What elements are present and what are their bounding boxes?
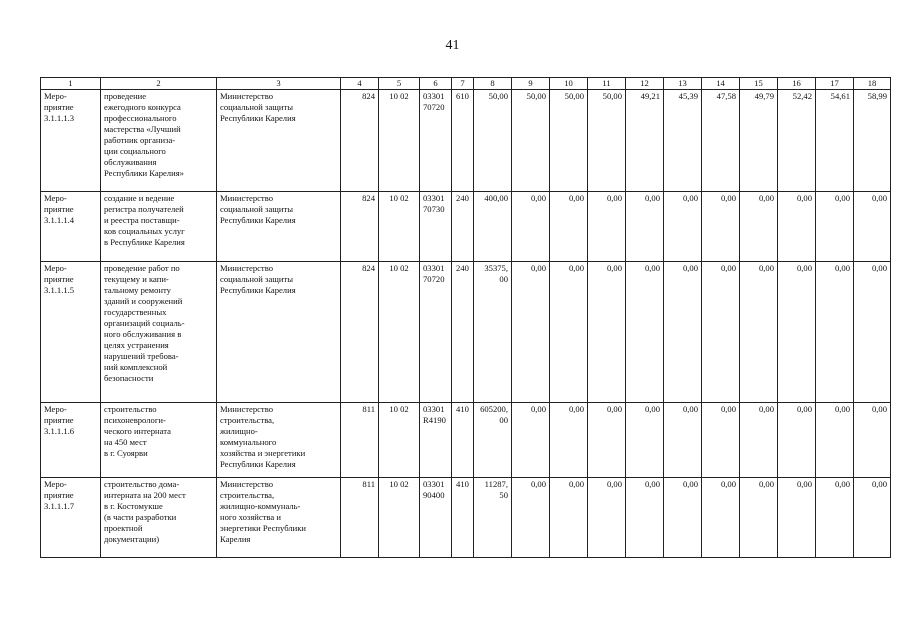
measure-id-cell: Меро- приятие 3.1.1.1.4 bbox=[41, 192, 101, 262]
year-value-cell: 0,00 bbox=[664, 262, 702, 403]
year-value-cell: 0,00 bbox=[550, 192, 588, 262]
header-cell-4: 4 bbox=[341, 78, 379, 90]
table-row bbox=[41, 403, 891, 478]
executor-cell: Министерство социальной защиты Республики Карелия bbox=[217, 90, 341, 192]
measure-description-cell: проведение ежегодного конкурса профессионального мастерства «Лучший работник организа- ции социального обслуживания Республики Карелия» bbox=[101, 90, 217, 192]
year-value-cell: 0,00 bbox=[816, 192, 854, 262]
ministry-code-cell: 811 bbox=[341, 403, 379, 478]
header-cell-11: 11 bbox=[588, 78, 626, 90]
year-value-cell: 0,00 bbox=[550, 262, 588, 403]
year-value-cell: 0,00 bbox=[740, 403, 778, 478]
year-value-cell: 0,00 bbox=[778, 478, 816, 558]
header-cell-5: 5 bbox=[379, 78, 420, 90]
executor-cell: Министерство социальной защиты Республики Карелия bbox=[217, 262, 341, 403]
header-cell-7: 7 bbox=[452, 78, 474, 90]
amount-cell: 400,00 bbox=[474, 192, 512, 262]
expense-type-cell: 410 bbox=[452, 403, 474, 478]
year-value-cell: 50,00 bbox=[512, 90, 550, 192]
target-article-cell: 03301 90400 bbox=[420, 478, 452, 558]
ministry-code-cell: 811 bbox=[341, 478, 379, 558]
table-row bbox=[41, 262, 891, 403]
measure-id-cell: Меро- приятие 3.1.1.1.7 bbox=[41, 478, 101, 558]
target-article-cell: 03301 70720 bbox=[420, 90, 452, 192]
year-value-cell: 0,00 bbox=[740, 478, 778, 558]
year-value-cell: 0,00 bbox=[626, 262, 664, 403]
year-value-cell: 0,00 bbox=[854, 478, 891, 558]
target-article-cell: 03301 R4190 bbox=[420, 403, 452, 478]
year-value-cell: 0,00 bbox=[512, 192, 550, 262]
target-article-cell: 03301 70730 bbox=[420, 192, 452, 262]
year-value-cell: 0,00 bbox=[702, 478, 740, 558]
table-row bbox=[41, 478, 891, 558]
year-value-cell: 45,39 bbox=[664, 90, 702, 192]
header-cell-2: 2 bbox=[101, 78, 217, 90]
year-value-cell: 0,00 bbox=[702, 403, 740, 478]
year-value-cell: 49,79 bbox=[740, 90, 778, 192]
year-value-cell: 0,00 bbox=[550, 478, 588, 558]
header-cell-14: 14 bbox=[702, 78, 740, 90]
expense-type-cell: 240 bbox=[452, 262, 474, 403]
year-value-cell: 0,00 bbox=[778, 403, 816, 478]
header-cell-9: 9 bbox=[512, 78, 550, 90]
year-value-cell: 0,00 bbox=[740, 262, 778, 403]
executor-cell: Министерство строительства, жилищно- коммунального хозяйства и энергетики Республики Карелия bbox=[217, 403, 341, 478]
year-value-cell: 0,00 bbox=[664, 192, 702, 262]
header-row bbox=[41, 78, 891, 90]
header-cell-16: 16 bbox=[778, 78, 816, 90]
year-value-cell: 0,00 bbox=[740, 192, 778, 262]
amount-cell: 11287, 50 bbox=[474, 478, 512, 558]
table-row bbox=[41, 90, 891, 192]
ministry-code-cell: 824 bbox=[341, 90, 379, 192]
header-cell-6: 6 bbox=[420, 78, 452, 90]
header-cell-18: 18 bbox=[854, 78, 891, 90]
expense-type-cell: 610 bbox=[452, 90, 474, 192]
measure-description-cell: проведение работ по текущему и капи- тальному ремонту зданий и сооружений государственных организаций социаль- ного обслуживания в целях устранения нарушений требова- ний комплексной безопасности bbox=[101, 262, 217, 403]
executor-cell: Министерство строительства, жилищно-коммуналь- ного хозяйства и энергетики Республики Карелия bbox=[217, 478, 341, 558]
ministry-code-cell: 824 bbox=[341, 192, 379, 262]
section-code-cell: 10 02 bbox=[379, 403, 420, 478]
table-body bbox=[41, 90, 891, 558]
year-value-cell: 0,00 bbox=[778, 262, 816, 403]
header-cell-12: 12 bbox=[626, 78, 664, 90]
year-value-cell: 50,00 bbox=[550, 90, 588, 192]
year-value-cell: 0,00 bbox=[512, 262, 550, 403]
section-code-cell: 10 02 bbox=[379, 478, 420, 558]
header-cell-10: 10 bbox=[550, 78, 588, 90]
header-cell-15: 15 bbox=[740, 78, 778, 90]
year-value-cell: 0,00 bbox=[702, 262, 740, 403]
page-number: 41 bbox=[445, 38, 460, 53]
year-value-cell: 0,00 bbox=[626, 478, 664, 558]
year-value-cell: 0,00 bbox=[854, 192, 891, 262]
measure-id-cell: Меро- приятие 3.1.1.1.3 bbox=[41, 90, 101, 192]
budget-table bbox=[40, 77, 891, 558]
section-code-cell: 10 02 bbox=[379, 262, 420, 403]
year-value-cell: 0,00 bbox=[816, 403, 854, 478]
year-value-cell: 0,00 bbox=[816, 262, 854, 403]
year-value-cell: 54,61 bbox=[816, 90, 854, 192]
ministry-code-cell: 824 bbox=[341, 262, 379, 403]
year-value-cell: 0,00 bbox=[626, 403, 664, 478]
year-value-cell: 0,00 bbox=[702, 192, 740, 262]
measure-description-cell: создание и ведение регистра получателей и реестра поставщи- ков социальных услуг в Республике Карелия bbox=[101, 192, 217, 262]
year-value-cell: 0,00 bbox=[588, 262, 626, 403]
year-value-cell: 0,00 bbox=[550, 403, 588, 478]
measure-id-cell: Меро- приятие 3.1.1.1.5 bbox=[41, 262, 101, 403]
year-value-cell: 0,00 bbox=[816, 478, 854, 558]
header-cell-8: 8 bbox=[474, 78, 512, 90]
header-cell-13: 13 bbox=[664, 78, 702, 90]
executor-cell: Министерство социальной защиты Республики Карелия bbox=[217, 192, 341, 262]
year-value-cell: 0,00 bbox=[626, 192, 664, 262]
year-value-cell: 0,00 bbox=[588, 403, 626, 478]
section-code-cell: 10 02 bbox=[379, 90, 420, 192]
amount-cell: 35375, 00 bbox=[474, 262, 512, 403]
target-article-cell: 03301 70720 bbox=[420, 262, 452, 403]
year-value-cell: 0,00 bbox=[854, 403, 891, 478]
expense-type-cell: 240 bbox=[452, 192, 474, 262]
year-value-cell: 49,21 bbox=[626, 90, 664, 192]
year-value-cell: 58,99 bbox=[854, 90, 891, 192]
table-row bbox=[41, 192, 891, 262]
year-value-cell: 0,00 bbox=[664, 478, 702, 558]
year-value-cell: 0,00 bbox=[664, 403, 702, 478]
header-cell-3: 3 bbox=[217, 78, 341, 90]
year-value-cell: 0,00 bbox=[512, 478, 550, 558]
measure-description-cell: строительство психоневрологи- ческого интерната на 450 мест в г. Суоярви bbox=[101, 403, 217, 478]
year-value-cell: 0,00 bbox=[854, 262, 891, 403]
year-value-cell: 0,00 bbox=[778, 192, 816, 262]
amount-cell: 50,00 bbox=[474, 90, 512, 192]
amount-cell: 605200, 00 bbox=[474, 403, 512, 478]
expense-type-cell: 410 bbox=[452, 478, 474, 558]
year-value-cell: 47,58 bbox=[702, 90, 740, 192]
header-cell-17: 17 bbox=[816, 78, 854, 90]
year-value-cell: 0,00 bbox=[588, 192, 626, 262]
measure-id-cell: Меро- приятие 3.1.1.1.6 bbox=[41, 403, 101, 478]
header-cell-1: 1 bbox=[41, 78, 101, 90]
section-code-cell: 10 02 bbox=[379, 192, 420, 262]
year-value-cell: 0,00 bbox=[588, 478, 626, 558]
year-value-cell: 52,42 bbox=[778, 90, 816, 192]
year-value-cell: 50,00 bbox=[588, 90, 626, 192]
year-value-cell: 0,00 bbox=[512, 403, 550, 478]
measure-description-cell: строительство дома- интерната на 200 мест в г. Костомукше (в части разработки проектной документации) bbox=[101, 478, 217, 558]
